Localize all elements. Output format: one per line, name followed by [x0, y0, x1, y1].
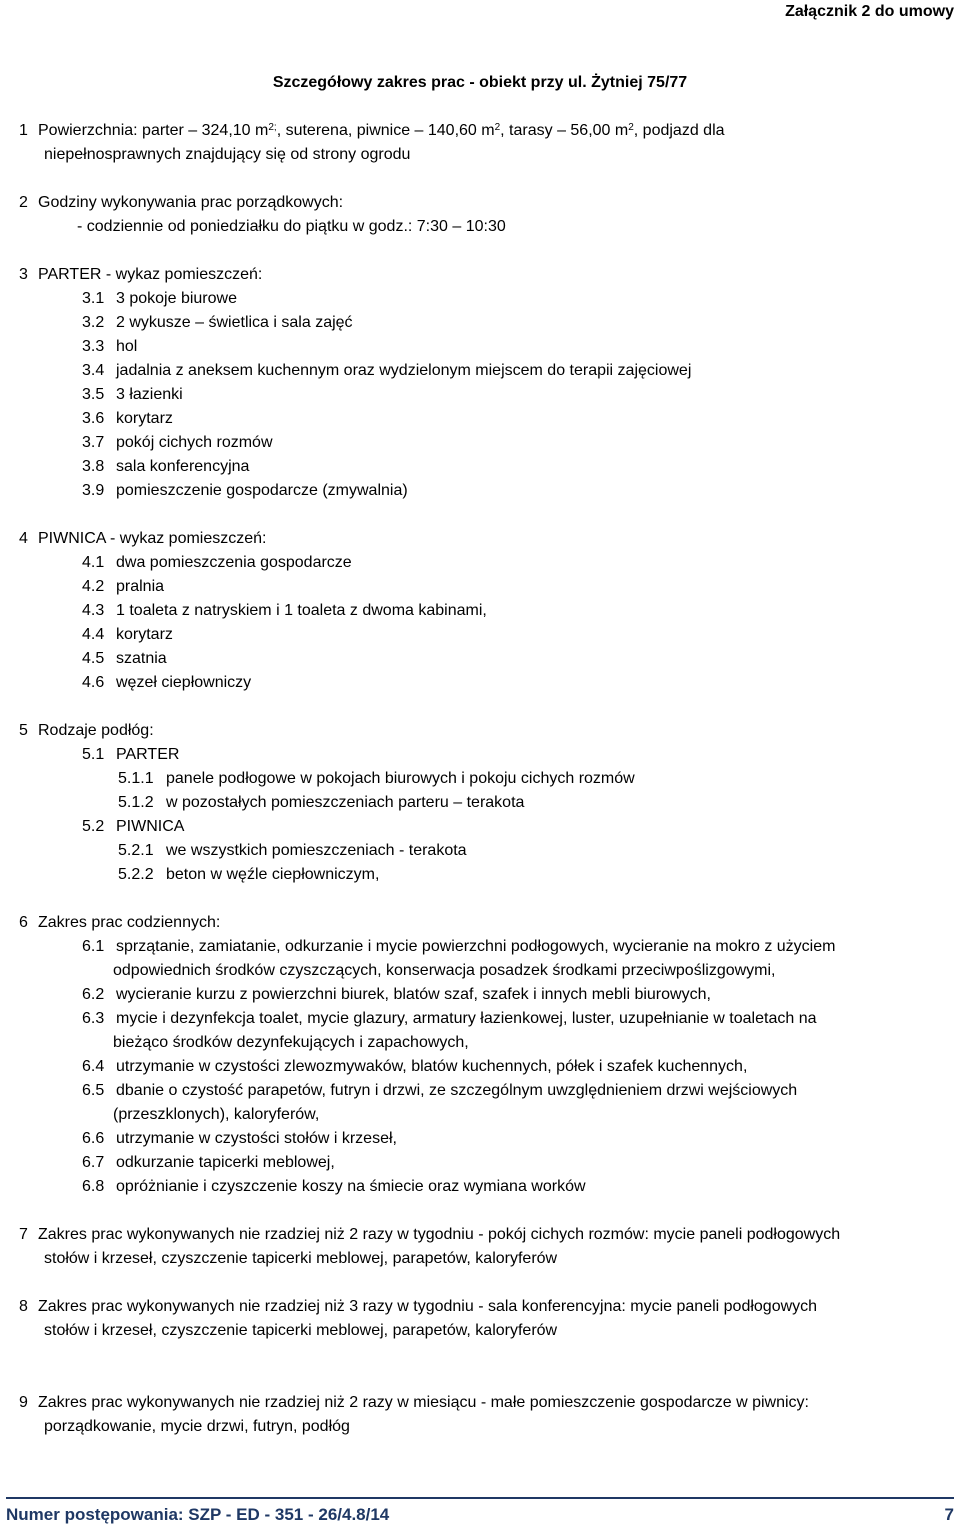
- section-1-line: [38, 121, 725, 141]
- basement-room-number: 4.2: [82, 578, 105, 595]
- ground-floor-room-text: sala konferencyjna: [116, 458, 250, 475]
- section-1-sup-b: 2: [494, 122, 501, 133]
- task-6-8-text: opróżnianie i czyszczenie koszy na śmiecie oraz wymiana worków: [116, 1178, 586, 1195]
- section-1-text-d: , podjazd dla: [633, 122, 725, 139]
- section-7-text: Zakres prac wykonywanych nie rzadziej niż 2 razy w tygodniu - pokój cichych rozmów: mycie paneli podłogowych: [38, 1226, 841, 1243]
- task-6-2-text: wycieranie kurzu z powierzchni biurek, blatów szaf, szafek i innych mebli biurowych,: [116, 986, 711, 1003]
- task-6-1-text: sprzątanie, zamiatanie, odkurzanie i mycie powierzchni podłogowych, wycieranie na mokro z użyciem: [116, 938, 836, 955]
- section-4-title: PIWNICA - wykaz pomieszczeń:: [38, 530, 267, 547]
- section-1-continuation: niepełnosprawnych znajdujący się od strony ogrodu: [44, 146, 411, 163]
- section-1-sup-c: 2: [628, 122, 634, 133]
- floor-item-5-2-1-text: we wszystkich pomieszczeniach - terakota: [166, 842, 467, 859]
- basement-room-number: 4.5: [82, 650, 105, 667]
- basement-room-number: 4.6: [82, 674, 105, 691]
- floor-item-5-2-text: PIWNICA: [116, 818, 185, 835]
- floor-item-5-1-1-number: 5.1.1: [118, 770, 154, 787]
- section-4-number: 4: [19, 530, 28, 547]
- basement-room-text: 1 toaleta z natryskiem i 1 toaleta z dwoma kabinami,: [116, 602, 487, 619]
- ground-floor-room-number: 3.7: [82, 434, 105, 451]
- section-7-number: 7: [19, 1226, 28, 1243]
- task-6-3-text: mycie i dezynfekcja toalet, mycie glazury, armatury łazienkowej, luster, uzupełnianie w toaletach na: [116, 1010, 817, 1027]
- ground-floor-room-text: pokój cichych rozmów: [116, 434, 273, 451]
- section-3-title: PARTER - wykaz pomieszczeń:: [38, 266, 263, 283]
- section-1-sup-a: 2;: [268, 122, 277, 133]
- footer-divider: [6, 1497, 954, 1499]
- task-6-7-text: odkurzanie tapicerki meblowej,: [116, 1154, 335, 1171]
- ground-floor-room-text: 3 łazienki: [116, 386, 183, 403]
- floor-item-5-1-2-text: w pozostałych pomieszczeniach parteru – terakota: [166, 794, 525, 811]
- page-number: 7: [944, 1505, 954, 1524]
- floor-item-5-2-2-text: beton w węźle ciepłowniczym,: [166, 866, 380, 883]
- floor-item-5-2-1-number: 5.2.1: [118, 842, 154, 859]
- case-number: Numer postępowania: SZP - ED - 351 - 26/4.8/14: [6, 1505, 390, 1524]
- task-6-3-continuation: bieżąco środków dezynfekujących i zapachowych,: [113, 1034, 469, 1051]
- ground-floor-room-text: hol: [116, 338, 138, 355]
- ground-floor-room-text: korytarz: [116, 410, 173, 427]
- section-1-text-c: , tarasy – 56,00 m: [500, 122, 629, 139]
- task-6-5-number: 6.5: [82, 1082, 105, 1099]
- task-6-2-number: 6.2: [82, 986, 105, 1003]
- ground-floor-room-number: 3.2: [82, 314, 105, 331]
- section-8-text: Zakres prac wykonywanych nie rzadziej niż 3 razy w tygodniu - sala konferencyjna: mycie paneli podłogowych: [38, 1298, 818, 1315]
- ground-floor-room-number: 3.5: [82, 386, 105, 403]
- section-6-title: Zakres prac codziennych:: [38, 914, 221, 931]
- floor-item-5-2-number: 5.2: [82, 818, 105, 835]
- document-title: Szczegółowy zakres prac - obiekt przy ul. Żytniej 75/77: [272, 74, 688, 91]
- ground-floor-room-number: 3.8: [82, 458, 105, 475]
- section-3-number: 3: [19, 266, 28, 283]
- basement-room-text: pralnia: [116, 578, 165, 595]
- ground-floor-room-number: 3.1: [82, 290, 105, 307]
- section-8-continuation: stołów i krzeseł, czyszczenie tapicerki meblowej, parapetów, kaloryferów: [44, 1322, 558, 1339]
- section-2-number: 2: [19, 194, 28, 211]
- task-6-4-text: utrzymanie w czystości zlewozmywaków, blatów kuchennych, półek i szafek kuchennych,: [116, 1058, 748, 1075]
- ground-floor-room-text: jadalnia z aneksem kuchennym oraz wydzielonym miejscem do terapii zajęciowej: [116, 362, 692, 379]
- section-1-text-b: , suterena, piwnice – 140,60 m: [276, 122, 495, 139]
- section-1-text-a: Powierzchnia: parter – 324,10 m: [38, 122, 269, 139]
- annex-label: Załącznik 2 do umowy: [785, 3, 954, 20]
- task-6-1-continuation: odpowiednich środków czyszczących, konserwacja posadzek środkami przeciwpoślizgowymi,: [113, 962, 776, 979]
- task-6-3-number: 6.3: [82, 1010, 105, 1027]
- task-6-6-number: 6.6: [82, 1130, 105, 1147]
- ground-floor-room-number: 3.3: [82, 338, 105, 355]
- task-6-7-number: 6.7: [82, 1154, 105, 1171]
- ground-floor-room-text: 2 wykusze – świetlica i sala zajęć: [116, 314, 353, 331]
- section-2-hours: - codziennie od poniedziałku do piątku w godz.: 7:30 – 10:30: [77, 218, 506, 235]
- floor-item-5-2-2-number: 5.2.2: [118, 866, 154, 883]
- basement-room-number: 4.3: [82, 602, 105, 619]
- ground-floor-room-text: 3 pokoje biurowe: [116, 290, 237, 307]
- section-9-continuation: porządkowanie, mycie drzwi, futryn, podłóg: [44, 1418, 350, 1435]
- ground-floor-room-number: 3.9: [82, 482, 105, 499]
- task-6-8-number: 6.8: [82, 1178, 105, 1195]
- floor-item-5-1-text: PARTER: [116, 746, 180, 763]
- section-9-text: Zakres prac wykonywanych nie rzadziej niż 2 razy w miesiącu - małe pomieszczenie gospodarcze w piwnicy:: [38, 1394, 809, 1411]
- basement-room-text: korytarz: [116, 626, 173, 643]
- task-6-4-number: 6.4: [82, 1058, 105, 1075]
- basement-room-number: 4.1: [82, 554, 105, 571]
- floor-item-5-1-number: 5.1: [82, 746, 105, 763]
- floor-item-5-1-1-text: panele podłogowe w pokojach biurowych i pokoju cichych rozmów: [166, 770, 635, 787]
- section-2-title: Godziny wykonywania prac porządkowych:: [38, 194, 344, 211]
- ground-floor-room-number: 3.6: [82, 410, 105, 427]
- task-6-5-text: dbanie o czystość parapetów, futryn i drzwi, ze szczególnym uwzględnieniem drzwi wejściowych: [116, 1082, 798, 1099]
- task-6-5-continuation: (przeszklonych), kaloryferów,: [113, 1106, 320, 1123]
- task-6-1-number: 6.1: [82, 938, 105, 955]
- task-6-6-text: utrzymanie w czystości stołów i krzeseł,: [116, 1130, 397, 1147]
- floor-item-5-1-2-number: 5.1.2: [118, 794, 154, 811]
- ground-floor-room-text: pomieszczenie gospodarcze (zmywalnia): [116, 482, 408, 499]
- section-6-number: 6: [19, 914, 28, 931]
- section-1-number: 1: [19, 122, 28, 139]
- basement-room-text: szatnia: [116, 650, 167, 667]
- section-8-number: 8: [19, 1298, 28, 1315]
- section-9-number: 9: [19, 1394, 28, 1411]
- ground-floor-room-number: 3.4: [82, 362, 105, 379]
- section-7-continuation: stołów i krzeseł, czyszczenie tapicerki meblowej, parapetów, kaloryferów: [44, 1250, 558, 1267]
- basement-room-number: 4.4: [82, 626, 105, 643]
- section-5-number: 5: [19, 722, 28, 739]
- basement-room-text: węzeł ciepłowniczy: [116, 674, 252, 691]
- basement-room-text: dwa pomieszczenia gospodarcze: [116, 554, 352, 571]
- section-5-title: Rodzaje podłóg:: [38, 722, 154, 739]
